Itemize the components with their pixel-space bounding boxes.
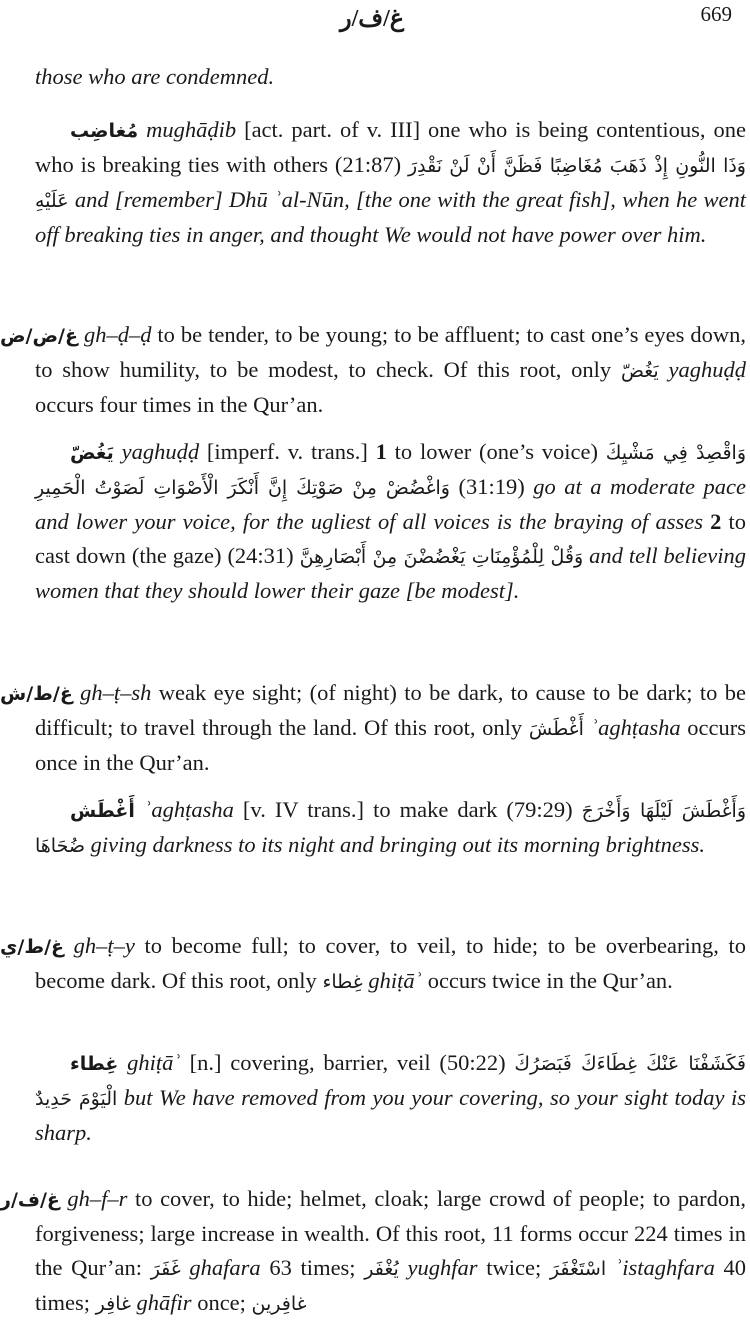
form-translit: yaghuḍḍ bbox=[658, 357, 746, 382]
form-translit: ʾistaghfara bbox=[606, 1255, 715, 1280]
page-number: 669 bbox=[700, 2, 732, 26]
page-header bbox=[0, 0, 750, 40]
headword-arabic: أَغْطَش bbox=[70, 800, 135, 822]
running-head: غ/ف/ر bbox=[340, 6, 405, 32]
root-arabic: غ/ض/ض bbox=[0, 325, 78, 347]
root-entry-gh-t-y bbox=[0, 929, 750, 999]
headword-translit: ʾaghṭasha bbox=[134, 797, 234, 822]
root-translit: gh–ṭ–y bbox=[64, 933, 135, 958]
form-arabic: أَغْطَشَ bbox=[528, 718, 584, 740]
grammar-text: [imperf. v. trans.] bbox=[199, 439, 376, 464]
quran-quote: وَقُلْ لِلْمُؤْمِنَاتِ يَغْضُضْنَ مِنْ أَبْصَارِهِنَّ bbox=[299, 546, 584, 568]
form-arabic: غَفَرَ bbox=[150, 1258, 181, 1280]
count-text: once; bbox=[191, 1290, 252, 1315]
form-arabic: يُغْفَر bbox=[364, 1258, 399, 1280]
translation-text: but We have removed from you your covering, so your sight today is sharp. bbox=[35, 1085, 747, 1145]
quran-quote: وَاقْصِدْ فِي مَشْيِكَ وَاغْضُضْ مِنْ صَوْتِكَ إِنَّ أَنْكَرَ الْأَصْوَاتِ لَصَوْتُ الْحَمِيرِ bbox=[35, 442, 746, 499]
translation-text: and [remember] Dhū ʾal-Nūn, [the one with the great fish], when he went off breaking ties in anger, and thought We would not have power over him. bbox=[35, 187, 746, 247]
definition-text: to cast down (the gaze) (24:31) bbox=[35, 509, 746, 568]
count-text: 40 times; bbox=[35, 1255, 747, 1315]
root-entry-gh-f-r bbox=[0, 1182, 750, 1321]
quran-quote: فَكَشَفْنَا عَنْكَ غِطَاءَكَ فَبَصَرُكَ الْيَوْمَ حَدِيدٌ bbox=[35, 1053, 747, 1110]
occurrence-text: occurs once in the Qur’an. bbox=[35, 715, 746, 775]
occurrence-text: occurs twice in the Qur’an. bbox=[422, 968, 673, 993]
sub-entry-mughadib bbox=[0, 113, 750, 252]
root-arabic: غ/ط/ش bbox=[0, 683, 73, 705]
sense-number: 1 bbox=[375, 439, 387, 464]
translation-text: and tell believing women that they should lower their gaze [be modest]. bbox=[35, 543, 746, 603]
form-arabic: غِطاء bbox=[322, 971, 363, 993]
translation-text: giving darkness to its night and bringing out its morning brightness. bbox=[85, 832, 706, 857]
form-arabic: غافِرين bbox=[251, 1293, 307, 1315]
root-translit: gh–ḍ–ḍ bbox=[77, 322, 152, 347]
definition-text: [act. part. of v. III] one who is being contentious, one who is breaking ties with others (21:87) bbox=[35, 117, 746, 177]
headword-arabic: يَغُضّ bbox=[70, 442, 114, 464]
root-arabic: غ/ط/ي bbox=[0, 936, 65, 958]
count-text: 63 times; bbox=[260, 1255, 365, 1280]
count-text: twice; bbox=[477, 1255, 550, 1280]
occurrence-text: occurs four times in the Qur’an. bbox=[35, 392, 324, 417]
para-continuation bbox=[0, 60, 750, 94]
quran-quote: وَذَا النُّونِ إِذْ ذَهَبَ مُغَاضِبًا فَظَنَّ أَنْ لَنْ نَقْدِرَ عَلَيْهِ bbox=[35, 155, 746, 212]
verse-ref: (31:19) bbox=[449, 474, 534, 499]
root-entry-gh-d-d bbox=[0, 318, 750, 422]
continuation-text: those who are condemned. bbox=[35, 64, 275, 89]
root-translit: gh–f–r bbox=[59, 1186, 128, 1211]
translation-text: go at a moderate pace and lower your voice, for the ugliest of all voices is the braying of asses bbox=[35, 474, 746, 534]
sense-number: 2 bbox=[702, 509, 722, 534]
definition-text: [n.] covering, barrier, veil (50:22) bbox=[180, 1050, 515, 1075]
headword-translit: ghiṭāʾ bbox=[118, 1050, 181, 1075]
quran-quote: وَأَغْطَشَ لَيْلَهَا وَأَخْرَجَ ضُحَاهَا bbox=[35, 800, 747, 857]
form-translit: ʾaghṭasha bbox=[583, 715, 681, 740]
root-definition: to be tender, to be young; to be affluent; to cast one’s eyes down, to show humility, to be modest, to check. Of this root, only bbox=[35, 322, 746, 382]
root-definition: weak eye sight; (of night) to be dark, to cause to be dark; to be difficult; to travel through the land. Of this root, only bbox=[35, 680, 746, 740]
form-translit: ghafara bbox=[180, 1255, 261, 1280]
root-entry-gh-t-sh bbox=[0, 676, 750, 780]
form-translit: yughfar bbox=[398, 1255, 478, 1280]
headword-translit: yaghuḍḍ bbox=[113, 439, 200, 464]
form-arabic: اسْتَغْفَرَ bbox=[549, 1258, 607, 1280]
definition-text: [v. IV trans.] to make dark (79:29) bbox=[233, 797, 582, 822]
root-definition: to cover, to hide; helmet, cloak; large crowd of people; to pardon, forgiveness; large increase in wealth. Of this root, 11 forms occur 224 times in the Qur’an: bbox=[35, 1186, 747, 1280]
sub-entry-ghita bbox=[0, 1046, 750, 1150]
root-translit: gh–ṭ–sh bbox=[72, 680, 152, 705]
headword-translit: mughāḍib bbox=[146, 117, 237, 142]
form-arabic: غافِر bbox=[95, 1293, 131, 1315]
headword-arabic: مُغاضِب bbox=[70, 120, 139, 142]
form-arabic: يَغُضّ bbox=[620, 360, 659, 382]
headword-arabic: غِطاء bbox=[70, 1053, 119, 1075]
root-arabic: غ/ف/ر bbox=[0, 1189, 60, 1211]
form-translit: ghiṭāʾ bbox=[362, 968, 423, 993]
definition-text: to lower (one’s voice) bbox=[386, 439, 606, 464]
sub-entry-aghtasha bbox=[0, 793, 750, 863]
form-translit: ghāfir bbox=[130, 1290, 192, 1315]
root-definition: to become full; to cover, to veil, to hide; to be overbearing, to become dark. Of this root, only bbox=[35, 933, 746, 993]
sub-entry-yaghudd bbox=[0, 435, 750, 608]
